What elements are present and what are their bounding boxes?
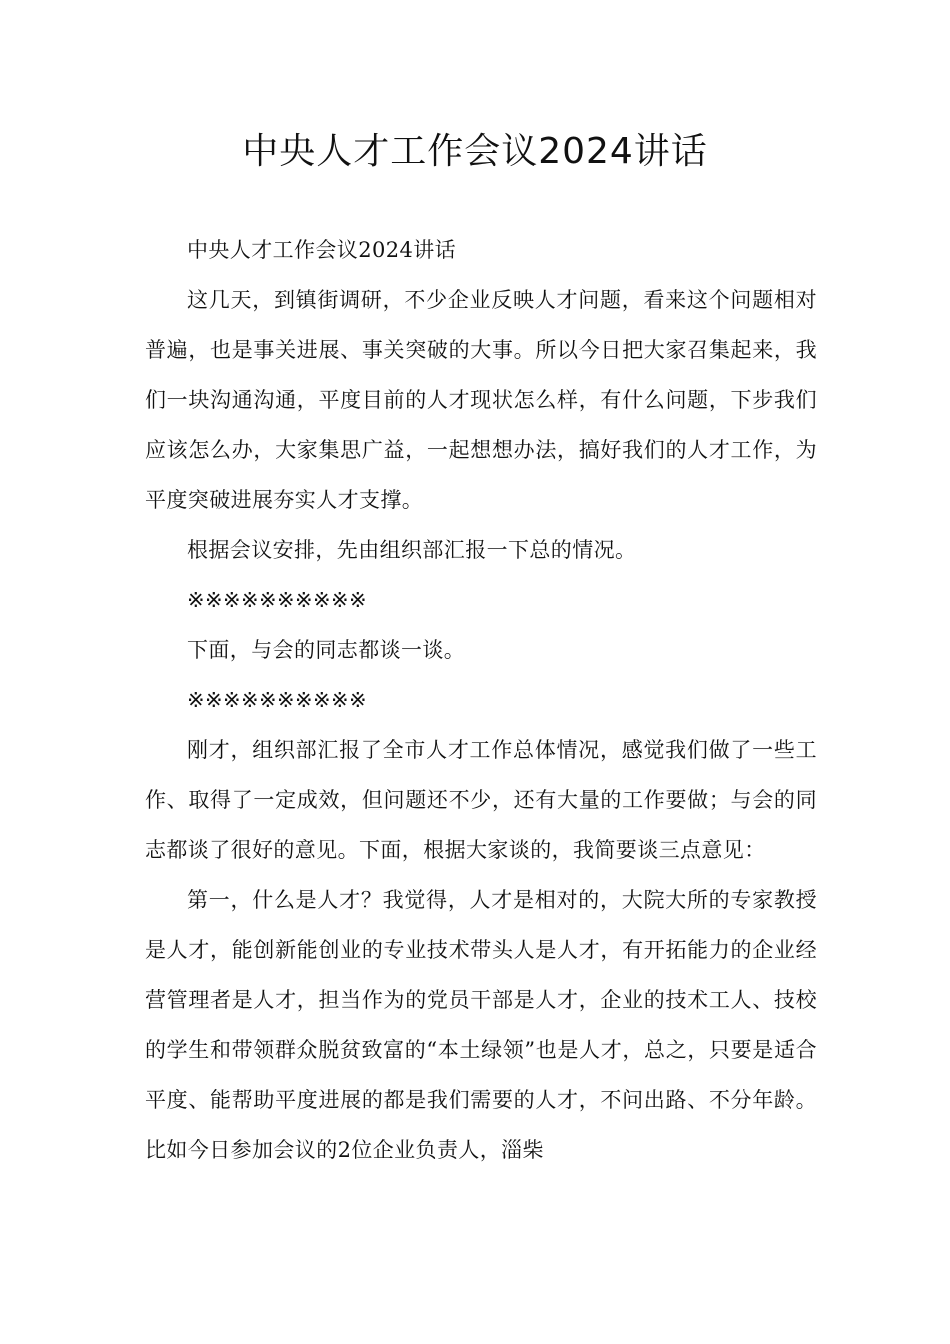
paragraph-intro: 这几天，到镇街调研，不少企业反映人才问题，看来这个问题相对普遍，也是事关进展、事关突破的大事。所以今日把大家召集起来，我们一块沟通沟通，平度目前的人才现状怎么样，有什么问题，下步我们应该怎么办，大家集思广益，一起想想办法，搞好我们的人才工作，为平度突破进展夯实人才支撑。 (145, 288, 817, 512)
paragraph-placeholder-2: ※※※※※※※※※※ (187, 688, 367, 712)
paragraph-placeholder-1: ※※※※※※※※※※ (187, 588, 367, 612)
paragraph-discussion: 下面，与会的同志都谈一谈。 (187, 638, 466, 662)
document-title: 中央人才工作会议2024讲话 (242, 131, 708, 172)
paragraph-subtitle: 中央人才工作会议2024讲话 (187, 238, 457, 262)
document-body (145, 225, 817, 1175)
paragraph-summary: 刚才，组织部汇报了全市人才工作总体情况，感觉我们做了一些工作、取得了一定成效，但问题还不少，还有大量的工作要做；与会的同志都谈了很好的意见。下面，根据大家谈的，我简要谈三点意见： (145, 738, 817, 862)
paragraph-point-one: 第一，什么是人才？我觉得，人才是相对的，大院大所的专家教授是人才，能创新能创业的专业技术带头人是人才，有开拓能力的企业经营管理者是人才，担当作为的党员干部是人才，企业的技术工人、技校的学生和带领群众脱贫致富的“本土绿领”也是人才，总之，只要是适合平度、能帮助平度进展的都是我们需要的人才，不问出路、不分年龄。比如今日参加会议的2位企业负责人，淄柴 (145, 888, 817, 1162)
paragraph-agenda: 根据会议安排，先由组织部汇报一下总的情况。 (187, 538, 637, 562)
